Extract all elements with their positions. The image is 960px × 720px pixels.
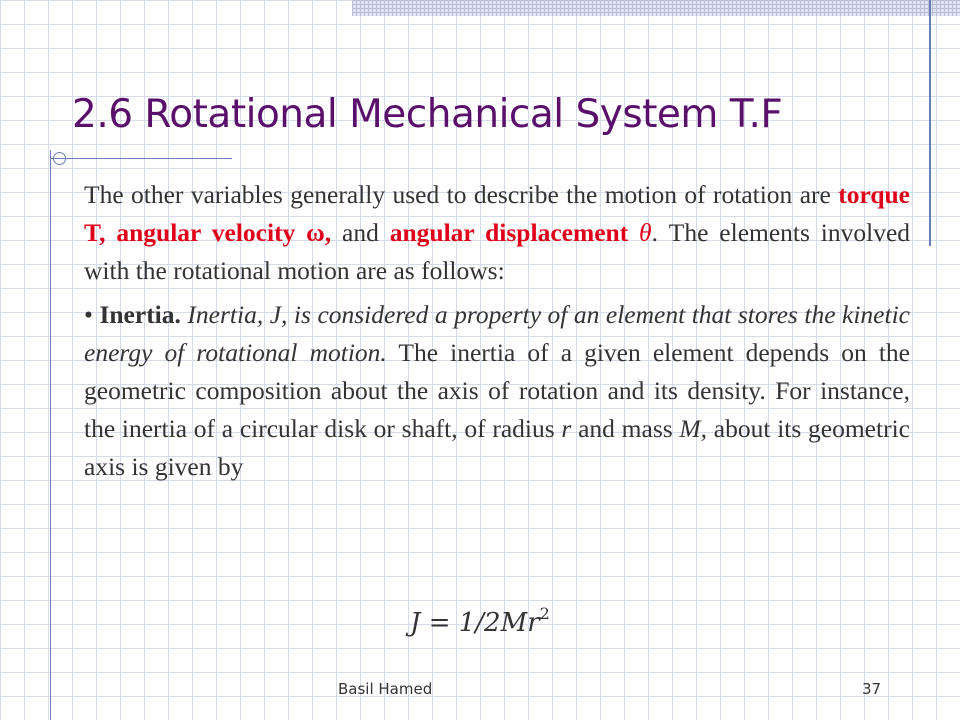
- page-number: 37: [862, 680, 882, 698]
- decor-vertical-line: [929, 0, 931, 246]
- slide-title: 2.6 Rotational Mechanical System T.F: [72, 92, 783, 137]
- intro-paragraph: [84, 176, 910, 290]
- intro-text-4: [628, 218, 639, 247]
- inertia-formula: [410, 604, 550, 638]
- symbol-m: M,: [679, 414, 708, 443]
- inertia-bullet: [84, 296, 910, 486]
- intro-text-1: The other variables generally used to describe the motion of rotation are: [84, 180, 839, 209]
- inertia-text-3: about its geometric axis is given by: [84, 414, 910, 481]
- intro-text-2: [106, 218, 117, 247]
- term-angular-velocity: angular velocity ω,: [116, 218, 332, 247]
- decor-left-line: [50, 150, 51, 720]
- formula-main: J = 1/2Mr: [410, 608, 540, 638]
- term-angular-displacement: angular displacement: [389, 218, 629, 247]
- inertia-definition: Inertia, J, is considered a property of an element that stores the kinetic energy of rotational motion.: [84, 300, 910, 367]
- decor-title-underline: [50, 158, 232, 159]
- decor-ring-icon: [53, 152, 66, 165]
- formula-exponent: 2: [539, 604, 550, 623]
- inertia-text-2: and mass: [571, 414, 680, 443]
- header-decoration: [352, 0, 960, 16]
- intro-text-5: . The elements involved with the rotational motion are as follows:: [84, 218, 911, 285]
- slide-body: [84, 176, 910, 486]
- symbol-theta: θ: [639, 218, 652, 247]
- bullet-marker: •: [84, 300, 93, 329]
- footer-author: Basil Hamed: [338, 680, 433, 698]
- inertia-text-1: The inertia of a given element depends on the geometric composition about the axis of rotation and its density. For instance, the inertia of a circular disk or shaft, of radius: [84, 338, 910, 443]
- term-torque: torque T,: [84, 180, 910, 247]
- symbol-r: r: [561, 414, 572, 443]
- term-inertia: Inertia.: [99, 300, 181, 329]
- intro-text-3: and: [331, 218, 390, 247]
